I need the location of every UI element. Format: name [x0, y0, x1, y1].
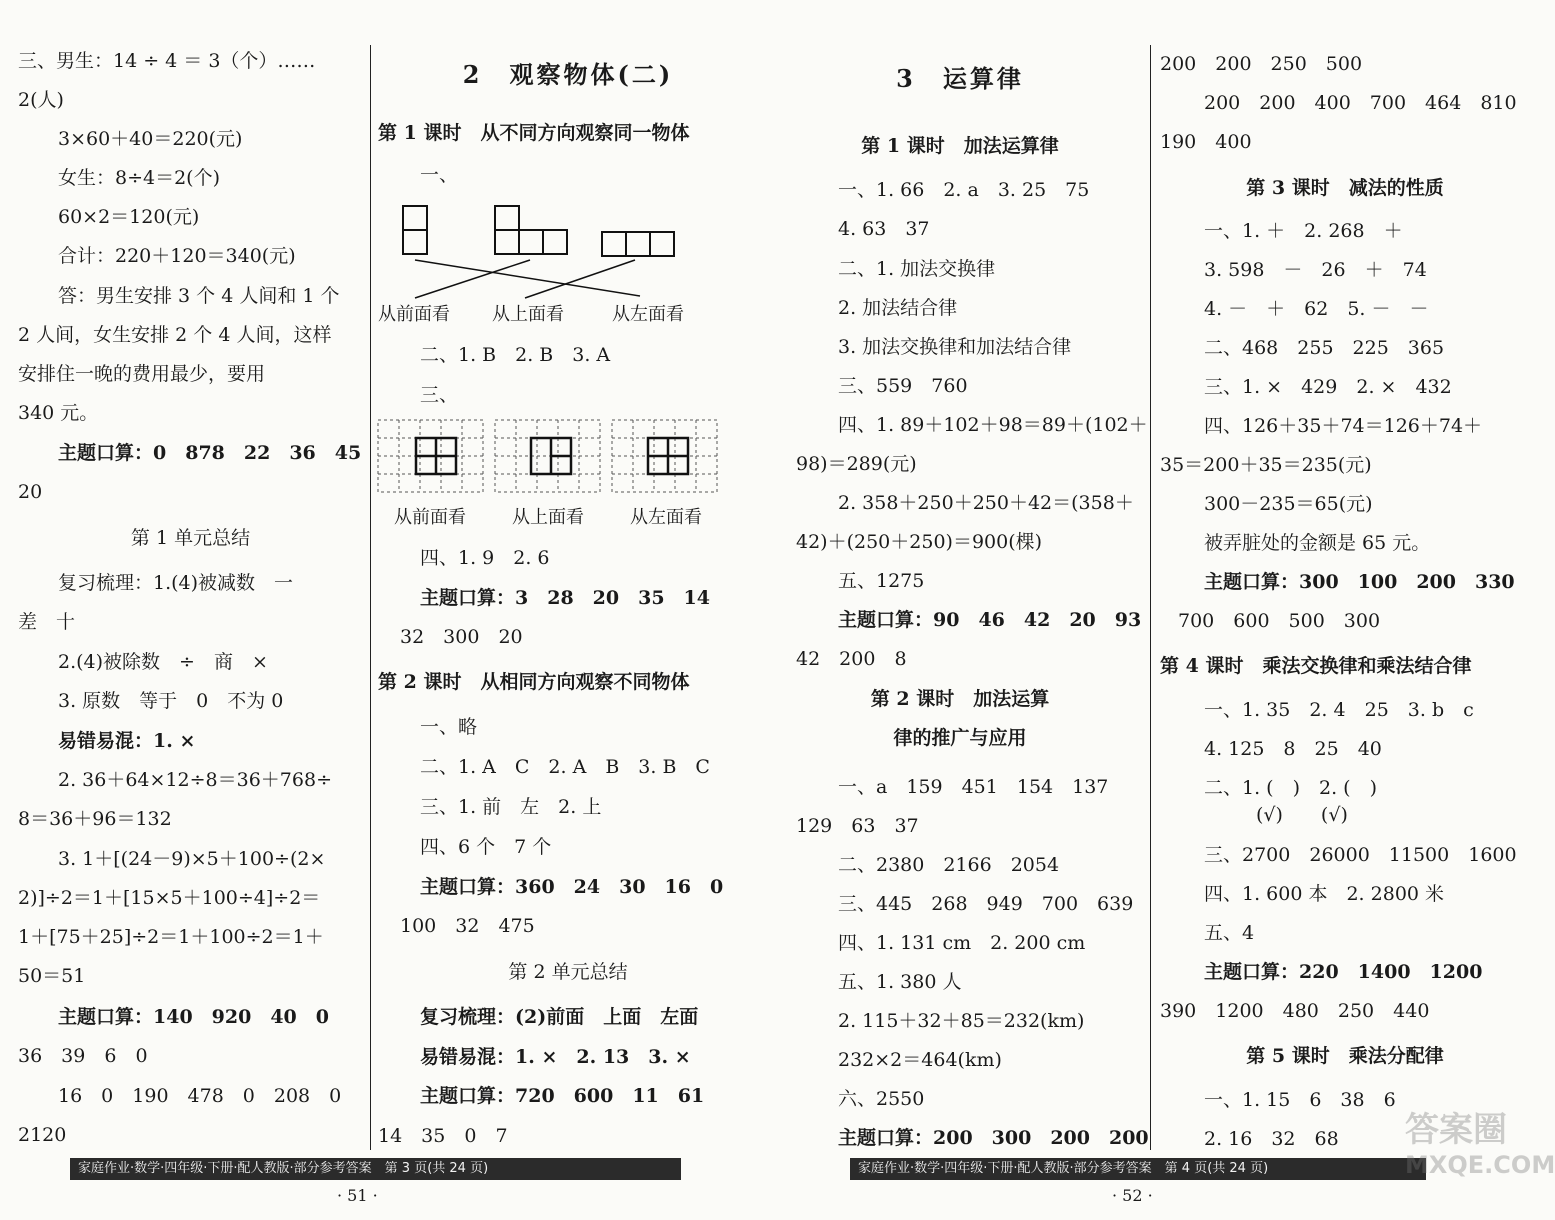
- text-line: 一、1. 35 2. 4 25 3. b c: [1204, 699, 1474, 721]
- lesson-title: 第 2 课时 从相同方向观察不同物体: [378, 671, 690, 693]
- text-line: 二、1. ( ) 2. ( ): [1204, 777, 1377, 799]
- text-line: 2. 358＋250＋250＋42＝(358＋: [838, 492, 1134, 514]
- text-line: 98)＝289(元): [796, 453, 917, 475]
- text-line: 20: [18, 481, 43, 503]
- text-line: 三、445 268 949 700 639: [838, 893, 1134, 915]
- text-line: 35＝200＋35＝235(元): [1160, 454, 1372, 476]
- text-line: 一、a 159 451 154 137: [838, 776, 1109, 798]
- view-label: 从前面看: [378, 304, 450, 325]
- text-line: 14 35 0 7: [378, 1125, 508, 1147]
- text-line: 3. 1＋[(24－9)×5＋100÷(2×: [58, 848, 326, 870]
- text-line: 三、559 760: [838, 375, 968, 397]
- text-line: 易错易混：1. × 2. 13 3. ×: [420, 1046, 691, 1068]
- text-line: 190 400: [1160, 131, 1252, 153]
- view-label: 从上面看: [512, 507, 584, 528]
- text-line: 2(人): [18, 89, 64, 111]
- view-label: 从上面看: [492, 304, 564, 325]
- kousuan-line: 主题口算：200 300 200 200: [838, 1127, 1149, 1149]
- view-label: 从左面看: [630, 507, 702, 528]
- text-line: 二、468 255 225 365: [1204, 337, 1445, 359]
- section-title: 第 2 单元总结: [508, 961, 628, 983]
- text-line: 232×2＝464(km): [838, 1049, 1002, 1071]
- section-title: 第 1 单元总结: [130, 527, 251, 549]
- kousuan-line: 主题口算：220 1400 1200: [1204, 961, 1483, 983]
- text-line: 二、1. A C 2. A B 3. B C: [420, 756, 710, 778]
- kousuan-line: 主题口算：300 100 200 330: [1204, 571, 1515, 593]
- text-line: (√) (√): [1256, 804, 1348, 826]
- text-line: 2120: [18, 1124, 67, 1146]
- text-line: 五、4: [1204, 922, 1255, 944]
- text-line: 2)]÷2＝1＋[15×5＋100÷4]÷2＝: [18, 887, 321, 909]
- text-line: 四、6 个 7 个: [420, 836, 552, 858]
- text-line: 答：男生安排 3 个 4 人间和 1 个: [58, 285, 340, 307]
- text-line: 16 0 190 478 0 208 0: [58, 1085, 342, 1107]
- column-divider: [1150, 45, 1151, 1150]
- kousuan-line: 主题口算：360 24 30 16 0: [420, 876, 724, 898]
- lesson-title: 第 1 课时 从不同方向观察同一物体: [378, 122, 690, 144]
- text-line: 四、1. 89＋102＋98＝89＋(102＋: [838, 414, 1148, 436]
- text-line: 42 200 8: [796, 648, 907, 670]
- watermark-logo: [1405, 1110, 1555, 1210]
- text-line: 390 1200 480 250 440: [1160, 1000, 1430, 1022]
- chapter-title: 3 运算律: [896, 64, 1024, 93]
- page-number-right: · 52 ·: [1112, 1186, 1153, 1205]
- kousuan-line: 主题口算：140 920 40 0: [58, 1006, 329, 1028]
- lesson-title: 第 4 课时 乘法交换律和乘法结合律: [1160, 655, 1472, 677]
- text-line: 3×60＋40＝220(元): [58, 128, 243, 150]
- column-divider: [370, 45, 371, 1150]
- lesson-title: 律的推广与应用: [893, 727, 1027, 749]
- text-line: 二、1. 加法交换律: [838, 258, 996, 280]
- text-line: 42)＋(250＋250)＝900(棵): [796, 531, 1043, 553]
- text-line: 四、1. 600 本 2. 2800 米: [1204, 883, 1445, 905]
- text-line: 2. 115＋32＋85＝232(km): [838, 1010, 1085, 1032]
- text-line: 36 39 6 0: [18, 1045, 148, 1067]
- text-line: 4. 63 37: [838, 218, 930, 240]
- text-line: 3. 598 － 26 ＋ 74: [1204, 259, 1427, 281]
- matching-figure: [375, 198, 705, 308]
- text-line: 60×2＝120(元): [58, 206, 200, 228]
- page-number-left: · 51 ·: [337, 1186, 378, 1205]
- kousuan-line: 主题口算：0 878 22 36 45: [58, 442, 362, 464]
- question-number: 三、: [420, 384, 459, 406]
- text-line: 32 300 20: [400, 626, 523, 648]
- view-label: 从前面看: [394, 507, 466, 528]
- grid-figure: [376, 418, 726, 498]
- text-line: 100 32 475: [400, 915, 535, 937]
- text-line: 2. 36＋64×12÷8＝36＋768÷: [58, 769, 332, 791]
- text-line: 差 十: [18, 611, 76, 633]
- text-line: 129 63 37: [796, 815, 919, 837]
- text-line: 3. 加法交换律和加法结合律: [838, 336, 1072, 358]
- lesson-title: 第 2 课时 加法运算: [870, 688, 1050, 710]
- text-line: 2. 加法结合律: [838, 297, 958, 319]
- text-line: 4. 125 8 25 40: [1204, 738, 1382, 760]
- kousuan-line: 主题口算：720 600 11 61: [420, 1085, 705, 1107]
- text-line: 四、126＋35＋74＝126＋74＋: [1204, 415, 1483, 437]
- text-line: 3. 原数 等于 0 不为 0: [58, 690, 284, 712]
- text-line: 200 200 250 500: [1160, 53, 1363, 75]
- text-line: 300－235＝65(元): [1204, 493, 1373, 515]
- text-line: 三、1. 前 左 2. 上: [420, 796, 602, 818]
- text-line: 安排住一晚的费用最少，要用: [18, 363, 266, 385]
- watermark-url: MXQE.COM: [1405, 1151, 1555, 1179]
- text-line: 一、1. 15 6 38 6: [1204, 1089, 1396, 1111]
- text-line: 五、1275: [838, 570, 925, 592]
- text-line: 易错易混：1. ×: [58, 730, 196, 752]
- view-label: 从左面看: [612, 304, 684, 325]
- text-line: 2 人间，女生安排 2 个 4 人间，这样: [18, 324, 332, 346]
- text-line: 700 600 500 300: [1178, 610, 1381, 632]
- text-line: 1＋[75＋25]÷2＝1＋100÷2＝1＋: [18, 926, 324, 948]
- lesson-title: 第 1 课时 加法运算律: [861, 135, 1059, 157]
- text-line: 三、1. × 429 2. × 432: [1204, 376, 1452, 398]
- question-number: 一、: [420, 164, 459, 186]
- footer-bar-left: 家庭作业·数学·四年级·下册·配人教版·部分参考答案 第 3 页(共 24 页): [70, 1158, 681, 1180]
- text-line: 8＝36＋96＝132: [18, 808, 172, 830]
- text-line: 一、1. ＋ 2. 268 ＋: [1204, 220, 1403, 242]
- text-line: 被弄脏处的金额是 65 元。: [1204, 532, 1431, 554]
- text-line: 2.(4)被除数 ÷ 商 ×: [58, 651, 268, 673]
- lesson-title: 第 5 课时 乘法分配律: [1246, 1045, 1444, 1067]
- lesson-title: 第 3 课时 减法的性质: [1246, 177, 1444, 199]
- text-line: 五、1. 380 人: [838, 971, 962, 993]
- text-line: 三、2700 26000 11500 1600: [1204, 844, 1517, 866]
- text-line: 一、1. 66 2. a 3. 25 75: [838, 179, 1090, 201]
- text-line: 三、男生：14 ÷ 4 ＝ 3（个）……: [18, 50, 316, 72]
- text-line: 二、1. B 2. B 3. A: [420, 344, 611, 366]
- text-line: 合计：220＋120＝340(元): [58, 245, 296, 267]
- kousuan-line: 主题口算：3 28 20 35 14: [420, 587, 710, 609]
- text-line: 一、略: [420, 716, 478, 738]
- text-line: 50＝51: [18, 965, 86, 987]
- text-line: 四、1. 131 cm 2. 200 cm: [838, 932, 1086, 954]
- text-line: 340 元。: [18, 402, 99, 424]
- text-line: 复习梳理：(2)前面 上面 左面: [420, 1006, 699, 1028]
- text-line: 四、1. 9 2. 6: [420, 547, 550, 569]
- kousuan-line: 主题口算：90 46 42 20 93: [838, 609, 1142, 631]
- text-line: 六、2550: [838, 1088, 925, 1110]
- chapter-title: 2 观察物体(二): [462, 60, 674, 89]
- text-line: 2. 16 32 68: [1204, 1128, 1339, 1150]
- text-line: 二、2380 2166 2054: [838, 854, 1060, 876]
- text-line: 4. － ＋ 62 5. － －: [1204, 298, 1429, 320]
- footer-bar-right: 家庭作业·数学·四年级·下册·配人教版·部分参考答案 第 4 页(共 24 页): [850, 1158, 1426, 1180]
- watermark-text: 答案圈: [1405, 1110, 1507, 1150]
- text-line: 女生：8÷4＝2(个): [58, 167, 221, 189]
- text-line: 复习梳理：1.(4)被减数 一: [58, 572, 294, 594]
- text-line: 200 200 400 700 464 810: [1204, 92, 1517, 114]
